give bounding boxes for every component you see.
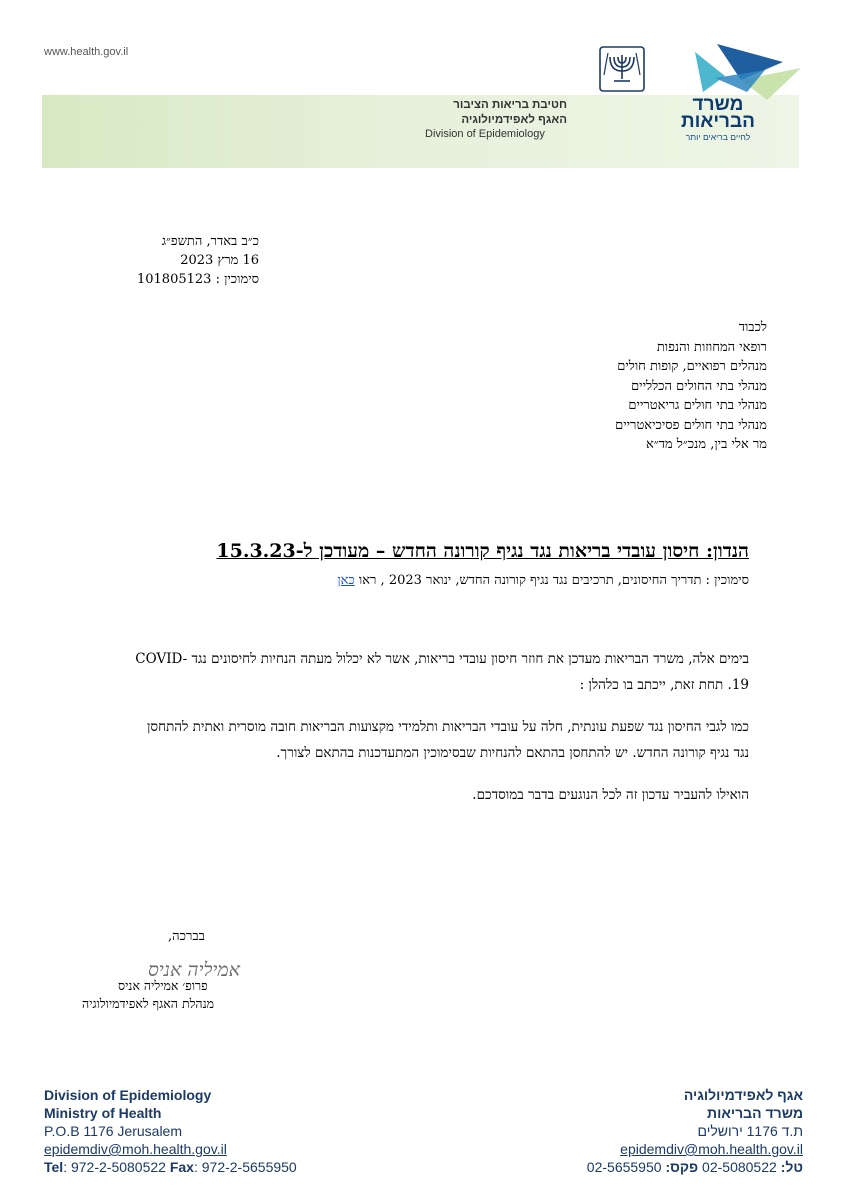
recipient-line: מר אלי בין, מנכ״ל מד״א: [645, 437, 767, 452]
fax-value-he: 02-5655950: [586, 1159, 666, 1175]
fax-label: Fax: [169, 1159, 194, 1175]
division-name-hebrew: חטיבת בריאות הציבור: [453, 99, 567, 111]
subject-line: הנדון: חיסון עובדי בריאות נגד נגיף קורונה החדש – מעודכן ל-15.3.23: [216, 540, 749, 562]
fax-label-he: פקס:: [665, 1159, 699, 1175]
footer-address: P.O.B 1176 Jerusalem: [44, 1123, 183, 1139]
hebrew-date: כ״ב באדר, התשפ״ג: [161, 234, 259, 249]
subject-reference-text: סימוכין : תדריך החיסונים, תרכיבים נגד נגיף קורונה החדש, ינואר 2023 , ראו: [354, 573, 749, 588]
footer-ministry-he: משרד הבריאות: [707, 1105, 803, 1121]
closing-greeting: בברכה,: [168, 929, 205, 944]
tel-value-he: 02-5080522: [698, 1159, 781, 1175]
footer-ministry: Ministry of Health: [44, 1105, 162, 1121]
recipients-block: [615, 318, 767, 455]
logo-name-line2: הבריאות: [680, 111, 755, 132]
recipient-line: רופאי המחוזות והנפות: [656, 339, 767, 355]
footer-email-link[interactable]: epidemdiv@moh.health.gov.il: [44, 1141, 227, 1157]
recipient-line: מנהלי בתי החולים הכלליים: [631, 378, 767, 394]
state-emblem-icon: [596, 45, 648, 93]
logo-tagline: לחיים בריאים יותר: [685, 132, 751, 142]
body-paragraph: כמו לגבי החיסון נגד שפעת עונתית, חלה על עובדי הבריאות ותלמידי מקצועות הבריאות חובה מוסרית ואתית להתחסן נגד נגיף קורונה החדש. יש להתחסן בהתאם להנחיות שבסימוכין המתעדכנות בהתאם לצורך.: [146, 719, 749, 761]
tel-label-he: טל:: [780, 1159, 803, 1175]
gregorian-date: 16 מרץ 2023: [180, 253, 259, 268]
footer-hebrew: [587, 1086, 803, 1176]
footer-english: [44, 1086, 297, 1176]
recipient-line: מנהלי בתי חולים פסיכיאטריים: [615, 417, 767, 433]
division-name-english: Division of Epidemiology: [425, 128, 545, 140]
logo-name-line1: משרד: [692, 94, 744, 115]
reference-number: סימוכין : 101805123: [136, 272, 259, 287]
subject-reference: [337, 572, 749, 588]
body-paragraph: הואילו להעביר עדכון זה לכל הנוגעים בדבר במוסדכם.: [472, 787, 749, 803]
signature-script: אמיליה אניס: [147, 959, 241, 981]
footer-address-he: ת.ד 1176 ירושלים: [697, 1123, 803, 1139]
tel-label: Tel: [44, 1159, 64, 1175]
footer-phone-line: [44, 1158, 297, 1176]
reference-link[interactable]: כאן: [337, 573, 355, 588]
footer-division-he: אגף לאפידמיולוגיה: [683, 1087, 803, 1103]
signer-title: מנהלת האגף לאפידמיולוגיה: [82, 996, 215, 1011]
date-block: [137, 232, 259, 289]
signer-name: פרופ׳ אמיליה אניס: [118, 978, 208, 993]
letter-body: [131, 646, 749, 824]
recipient-line: מנהלי בתי חולים גריאטריים: [628, 398, 767, 413]
footer-phone-line-he: [587, 1158, 803, 1176]
website-url: www.health.gov.il: [44, 46, 129, 58]
ministry-logo-name: [668, 96, 768, 130]
body-paragraph: בימים אלה, משרד הבריאות מעדכן את חוזר חיסון עובדי בריאות, אשר לא יכלול מעתה הנחיות לחיסונים נגד COVID-19. תחת זאת, ייכתב בו כלהלן :: [135, 651, 749, 693]
footer-email-link-he[interactable]: epidemdiv@moh.health.gov.il: [620, 1141, 803, 1157]
salutation: לכבוד: [738, 320, 767, 335]
recipient-line: מנהלים רפואיים, קופות חולים: [617, 359, 767, 374]
fax-value: : 972-2-5655950: [193, 1159, 297, 1175]
department-name-hebrew: האגף לאפידמיולוגיה: [461, 114, 567, 126]
tel-value: : 972-2-5080522: [63, 1159, 170, 1175]
footer-division: Division of Epidemiology: [44, 1087, 212, 1103]
